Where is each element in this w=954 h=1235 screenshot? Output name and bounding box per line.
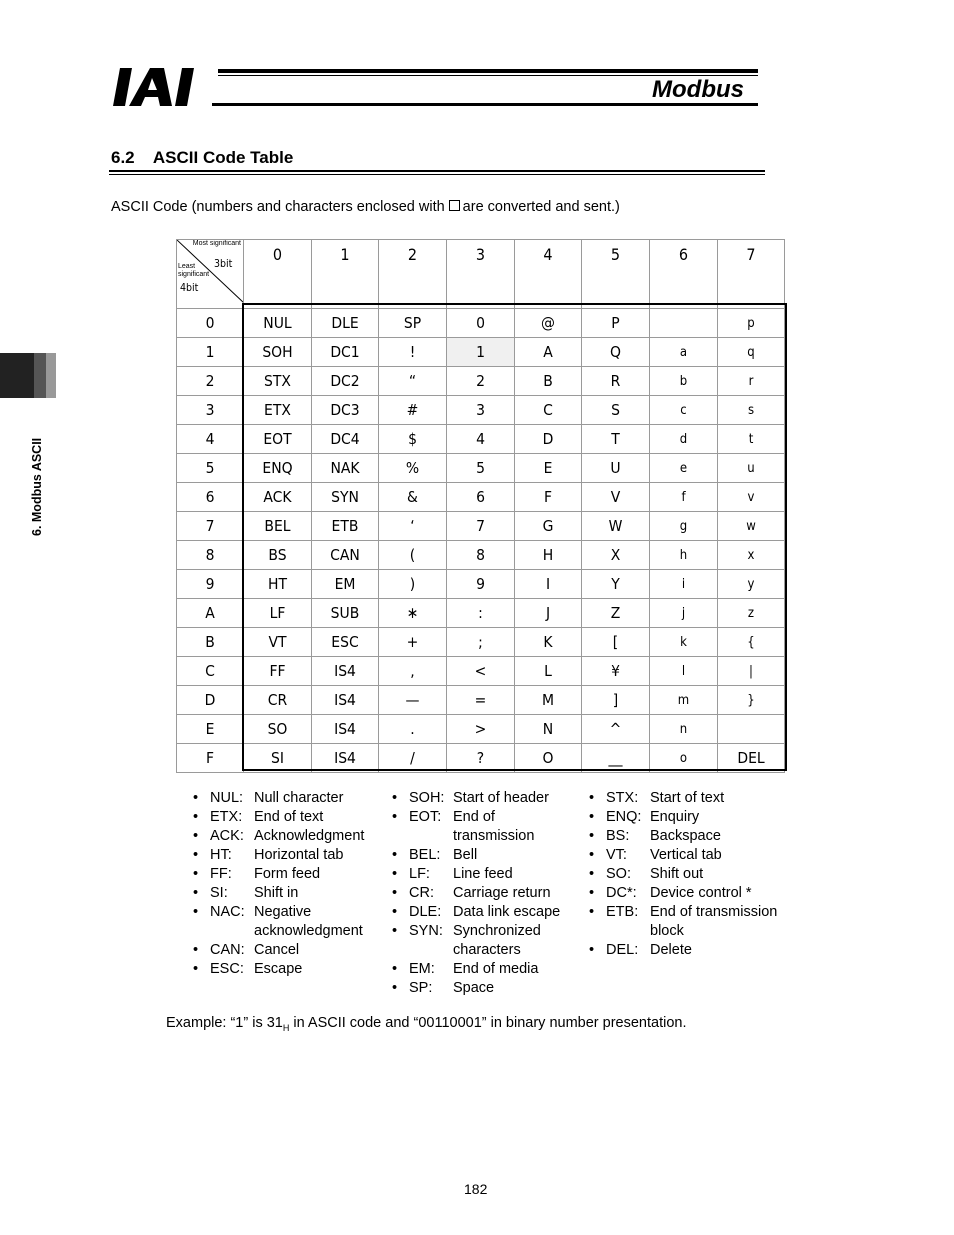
table-row	[177, 628, 785, 657]
table-row	[177, 744, 785, 773]
table-cell: ?	[447, 744, 515, 773]
table-cell: x	[718, 541, 785, 570]
table-cell: u	[718, 454, 785, 483]
legend-desc: Line feed	[453, 866, 513, 882]
table-cell: X	[582, 541, 650, 570]
table-corner-cell	[177, 240, 244, 309]
table-cell: NUL	[244, 309, 312, 338]
legend-abbr: • VT:	[606, 847, 627, 863]
table-cell: r	[718, 367, 785, 396]
legend-item	[392, 922, 577, 960]
legend-desc: Carriage return	[453, 885, 551, 901]
legend-abbr: • NAC:	[210, 904, 245, 920]
table-cell: —	[379, 686, 447, 715]
table-cell: DLE	[312, 309, 379, 338]
legend-item	[193, 789, 383, 808]
legend-item	[193, 865, 383, 884]
table-cell: q	[718, 338, 785, 367]
ascii-code-table	[176, 239, 785, 773]
document-title: Modbus	[652, 76, 744, 103]
legend-desc: Delete	[650, 942, 692, 958]
corner-4bit: 4bit	[180, 282, 199, 294]
column-header: 3	[447, 240, 515, 309]
column-header: 1	[312, 240, 379, 309]
table-cell: s	[718, 396, 785, 425]
table-cell: SO	[244, 715, 312, 744]
table-cell: )	[379, 570, 447, 599]
row-header: A	[177, 599, 244, 628]
legend-item	[392, 960, 577, 979]
table-cell: 4	[447, 425, 515, 454]
legend-abbr: • ENQ:	[606, 809, 642, 825]
legend-desc: Start of text	[650, 790, 725, 806]
table-header-row	[177, 240, 785, 309]
legend-abbr: • DC*:	[606, 885, 637, 901]
legend-item	[589, 941, 784, 960]
table-cell: i	[650, 570, 718, 599]
header-rule-bottom	[212, 103, 758, 106]
table-cell: /	[379, 744, 447, 773]
table-cell: ^	[582, 715, 650, 744]
table-cell: (	[379, 541, 447, 570]
legend-item	[589, 903, 784, 941]
legend-abbr: • LF:	[409, 866, 430, 882]
intro-before: ASCII Code (numbers and characters enclosed with	[111, 199, 445, 215]
table-cell: SYN	[312, 483, 379, 512]
legend-desc: Start of header	[453, 790, 549, 806]
table-cell: <	[447, 657, 515, 686]
corner-least-significant: Least significant	[178, 263, 210, 278]
legend-desc: Enquiry	[650, 809, 700, 825]
legend-abbr: • ETB:	[606, 904, 639, 920]
table-cell: DC2	[312, 367, 379, 396]
row-header: B	[177, 628, 244, 657]
table-cell: :	[447, 599, 515, 628]
legend-item	[392, 903, 577, 922]
table-cell: p	[718, 309, 785, 338]
table-row	[177, 309, 785, 338]
legend-abbr: • ACK:	[210, 828, 244, 844]
table-cell: IS4	[312, 744, 379, 773]
table-row	[177, 367, 785, 396]
table-cell: IS4	[312, 657, 379, 686]
table-cell: FF	[244, 657, 312, 686]
table-row	[177, 570, 785, 599]
legend-abbr: • ETX:	[210, 809, 243, 825]
table-cell: g	[650, 512, 718, 541]
table-cell: EM	[312, 570, 379, 599]
header-rule-top	[218, 69, 758, 73]
table-cell: I	[515, 570, 582, 599]
table-cell: v	[718, 483, 785, 512]
table-cell: 5	[447, 454, 515, 483]
table-cell: {	[718, 628, 785, 657]
table-cell: R	[582, 367, 650, 396]
legend-desc: End of text	[254, 809, 324, 825]
legend-desc: End of media	[453, 961, 539, 977]
column-header: 7	[718, 240, 785, 309]
row-header: D	[177, 686, 244, 715]
table-cell: 6	[447, 483, 515, 512]
table-cell: H	[515, 541, 582, 570]
legend-desc: End of transmission block	[650, 904, 778, 939]
legend-item	[392, 979, 577, 998]
legend-abbr: • SP:	[409, 980, 433, 996]
table-cell: +	[379, 628, 447, 657]
table-cell: [	[582, 628, 650, 657]
table-cell: IS4	[312, 686, 379, 715]
table-cell: 7	[447, 512, 515, 541]
table-cell: D	[515, 425, 582, 454]
table-cell: P	[582, 309, 650, 338]
legend-abbr: • BS:	[606, 828, 630, 844]
table-cell: Z	[582, 599, 650, 628]
table-cell: .	[379, 715, 447, 744]
legend-desc: Form feed	[254, 866, 321, 882]
example-subscript: H	[282, 1022, 290, 1033]
legend-desc: Vertical tab	[650, 847, 722, 863]
table-row	[177, 338, 785, 367]
table-cell: e	[650, 454, 718, 483]
table-cell: |	[718, 657, 785, 686]
table-cell: j	[650, 599, 718, 628]
legend-abbr: • DLE:	[409, 904, 442, 920]
section-rule	[109, 170, 765, 172]
table-cell: ESC	[312, 628, 379, 657]
corner-most-significant: Most significant	[192, 240, 241, 247]
table-cell: a	[650, 338, 718, 367]
legend-desc: Synchronized characters	[453, 923, 541, 958]
side-tab-label: 6. Modbus ASCII	[30, 437, 44, 536]
column-header: 5	[582, 240, 650, 309]
table-cell: ACK	[244, 483, 312, 512]
table-cell: SOH	[244, 338, 312, 367]
legend-item	[193, 960, 383, 979]
legend-desc: Bell	[453, 847, 478, 863]
table-cell: 3	[447, 396, 515, 425]
table-cell: IS4	[312, 715, 379, 744]
legend-item	[193, 941, 383, 960]
table-cell: 0	[447, 309, 515, 338]
legend-abbr: • CR:	[409, 885, 434, 901]
legend-item	[193, 903, 383, 941]
table-cell: ENQ	[244, 454, 312, 483]
legend-item	[392, 789, 577, 808]
table-cell: W	[582, 512, 650, 541]
table-row	[177, 541, 785, 570]
row-header: 3	[177, 396, 244, 425]
intro-text	[111, 199, 620, 215]
legend-item	[392, 808, 577, 846]
table-cell: z	[718, 599, 785, 628]
table-cell: l	[650, 657, 718, 686]
row-header: 6	[177, 483, 244, 512]
table-row	[177, 599, 785, 628]
table-cell: T	[582, 425, 650, 454]
table-cell: 9	[447, 570, 515, 599]
table-cell: f	[650, 483, 718, 512]
table-cell: DC3	[312, 396, 379, 425]
table-cell: $	[379, 425, 447, 454]
table-row	[177, 512, 785, 541]
legend-abbr: • EOT:	[409, 809, 442, 825]
row-header: 0	[177, 309, 244, 338]
legend-desc: Escape	[254, 961, 303, 977]
table-cell: VT	[244, 628, 312, 657]
table-cell: %	[379, 454, 447, 483]
table-cell: d	[650, 425, 718, 454]
table-cell: y	[718, 570, 785, 599]
table-cell: w	[718, 512, 785, 541]
legend-item	[589, 808, 784, 827]
legend-desc: Cancel	[254, 942, 300, 958]
legend-desc: Backspace	[650, 828, 721, 844]
legend-abbr: • SO:	[606, 866, 631, 882]
row-header: 7	[177, 512, 244, 541]
table-cell: Y	[582, 570, 650, 599]
legend-desc: Negative acknowledgment	[254, 904, 363, 939]
legend-abbr: • FF:	[210, 866, 232, 882]
table-cell: NAK	[312, 454, 379, 483]
legend-item	[193, 884, 383, 903]
table-cell: K	[515, 628, 582, 657]
table-cell: CR	[244, 686, 312, 715]
legend-abbr: • SOH:	[409, 790, 445, 806]
table-cell: STX	[244, 367, 312, 396]
table-row	[177, 657, 785, 686]
corner-3bit: 3bit	[214, 258, 233, 270]
legend-abbr: • SYN:	[409, 923, 443, 939]
legend-column-2	[392, 789, 577, 998]
legend-abbr: • NUL:	[210, 790, 244, 806]
column-header: 2	[379, 240, 447, 309]
table-cell: }	[718, 686, 785, 715]
table-cell: &	[379, 483, 447, 512]
table-cell: SUB	[312, 599, 379, 628]
legend-item	[589, 884, 784, 903]
table-row	[177, 425, 785, 454]
table-cell: BEL	[244, 512, 312, 541]
column-header: 6	[650, 240, 718, 309]
table-cell: M	[515, 686, 582, 715]
table-cell: N	[515, 715, 582, 744]
example-after: in ASCII code and “00110001” in binary number presentation.	[289, 1015, 687, 1031]
table-cell: L	[515, 657, 582, 686]
table-cell: 1	[447, 338, 515, 367]
table-cell: BS	[244, 541, 312, 570]
table-cell: b	[650, 367, 718, 396]
legend-item	[589, 865, 784, 884]
table-cell: S	[582, 396, 650, 425]
table-row	[177, 715, 785, 744]
table-cell	[718, 715, 785, 744]
section-rule-thin	[109, 174, 765, 175]
table-cell: V	[582, 483, 650, 512]
table-cell: n	[650, 715, 718, 744]
row-header: 8	[177, 541, 244, 570]
table-cell: Q	[582, 338, 650, 367]
table-cell: F	[515, 483, 582, 512]
table-cell: E	[515, 454, 582, 483]
table-cell: DC1	[312, 338, 379, 367]
table-cell: o	[650, 744, 718, 773]
legend-desc: Shift in	[254, 885, 299, 901]
column-header: 0	[244, 240, 312, 309]
table-cell	[650, 309, 718, 338]
table-row	[177, 686, 785, 715]
table-cell: ,	[379, 657, 447, 686]
side-tab-dark	[0, 353, 34, 398]
table-cell: #	[379, 396, 447, 425]
legend-desc: Horizontal tab	[254, 847, 344, 863]
legend-desc: End of transmission	[453, 809, 535, 844]
table-cell: ETX	[244, 396, 312, 425]
legend-item	[392, 846, 577, 865]
table-cell: U	[582, 454, 650, 483]
example-before: Example: “1” is 31	[166, 1015, 283, 1031]
table-cell: ‘	[379, 512, 447, 541]
legend-desc: Space	[453, 980, 495, 996]
legend-item	[589, 827, 784, 846]
example-text	[166, 1015, 686, 1033]
row-header: C	[177, 657, 244, 686]
legend-abbr: • EM:	[409, 961, 435, 977]
section-title: 6.2 ASCII Code Table	[111, 148, 294, 167]
legend-item	[392, 865, 577, 884]
legend-abbr: • STX:	[606, 790, 639, 806]
table-cell: J	[515, 599, 582, 628]
table-row	[177, 396, 785, 425]
table-cell: m	[650, 686, 718, 715]
side-tab-mid	[34, 353, 46, 398]
table-cell: =	[447, 686, 515, 715]
table-cell: SI	[244, 744, 312, 773]
table-cell: ;	[447, 628, 515, 657]
row-header: 9	[177, 570, 244, 599]
table-cell: G	[515, 512, 582, 541]
table-cell: C	[515, 396, 582, 425]
row-header: E	[177, 715, 244, 744]
table-cell: EOT	[244, 425, 312, 454]
table-cell: ETB	[312, 512, 379, 541]
table-cell: >	[447, 715, 515, 744]
legend-item	[392, 884, 577, 903]
table-row	[177, 454, 785, 483]
table-cell: ¥	[582, 657, 650, 686]
legend-abbr: • ESC:	[210, 961, 244, 977]
table-cell: 2	[447, 367, 515, 396]
table-cell: ]	[582, 686, 650, 715]
legend-desc: Acknowledgment	[254, 828, 365, 844]
table-cell: SP	[379, 309, 447, 338]
table-cell: t	[718, 425, 785, 454]
legend-desc: Shift out	[650, 866, 704, 882]
box-icon	[449, 200, 460, 211]
table-cell: ∗	[379, 599, 447, 628]
table-cell: k	[650, 628, 718, 657]
legend-abbr: • SI:	[210, 885, 228, 901]
legend-item	[193, 846, 383, 865]
table-cell: @	[515, 309, 582, 338]
legend-item	[193, 827, 383, 846]
column-header: 4	[515, 240, 582, 309]
row-header: 4	[177, 425, 244, 454]
legend-desc: Device control *	[650, 885, 752, 901]
row-header: 1	[177, 338, 244, 367]
legend-item	[193, 808, 383, 827]
side-tab-light	[46, 353, 56, 398]
table-cell: “	[379, 367, 447, 396]
row-header: 2	[177, 367, 244, 396]
table-cell: __	[582, 744, 650, 773]
page-number: 182	[464, 1181, 488, 1197]
table-cell: A	[515, 338, 582, 367]
table-cell: HT	[244, 570, 312, 599]
table-cell: O	[515, 744, 582, 773]
legend-desc: Null character	[254, 790, 344, 806]
legend-abbr: • CAN:	[210, 942, 245, 958]
legend-column-3	[589, 789, 784, 960]
table-cell: DEL	[718, 744, 785, 773]
table-cell: DC4	[312, 425, 379, 454]
legend-abbr: • BEL:	[409, 847, 441, 863]
legend-column-1	[193, 789, 383, 979]
legend-abbr: • DEL:	[606, 942, 639, 958]
legend-item	[589, 846, 784, 865]
table-cell: 8	[447, 541, 515, 570]
table-row	[177, 483, 785, 512]
intro-after: are converted and sent.)	[462, 199, 620, 215]
legend-item	[589, 789, 784, 808]
row-header: F	[177, 744, 244, 773]
table-cell: !	[379, 338, 447, 367]
legend-desc: Data link escape	[453, 904, 561, 920]
table-cell: B	[515, 367, 582, 396]
table-cell: LF	[244, 599, 312, 628]
table-cell: c	[650, 396, 718, 425]
legend-abbr: • HT:	[210, 847, 232, 863]
table-cell: CAN	[312, 541, 379, 570]
iai-logo	[112, 66, 212, 108]
row-header: 5	[177, 454, 244, 483]
table-cell: h	[650, 541, 718, 570]
